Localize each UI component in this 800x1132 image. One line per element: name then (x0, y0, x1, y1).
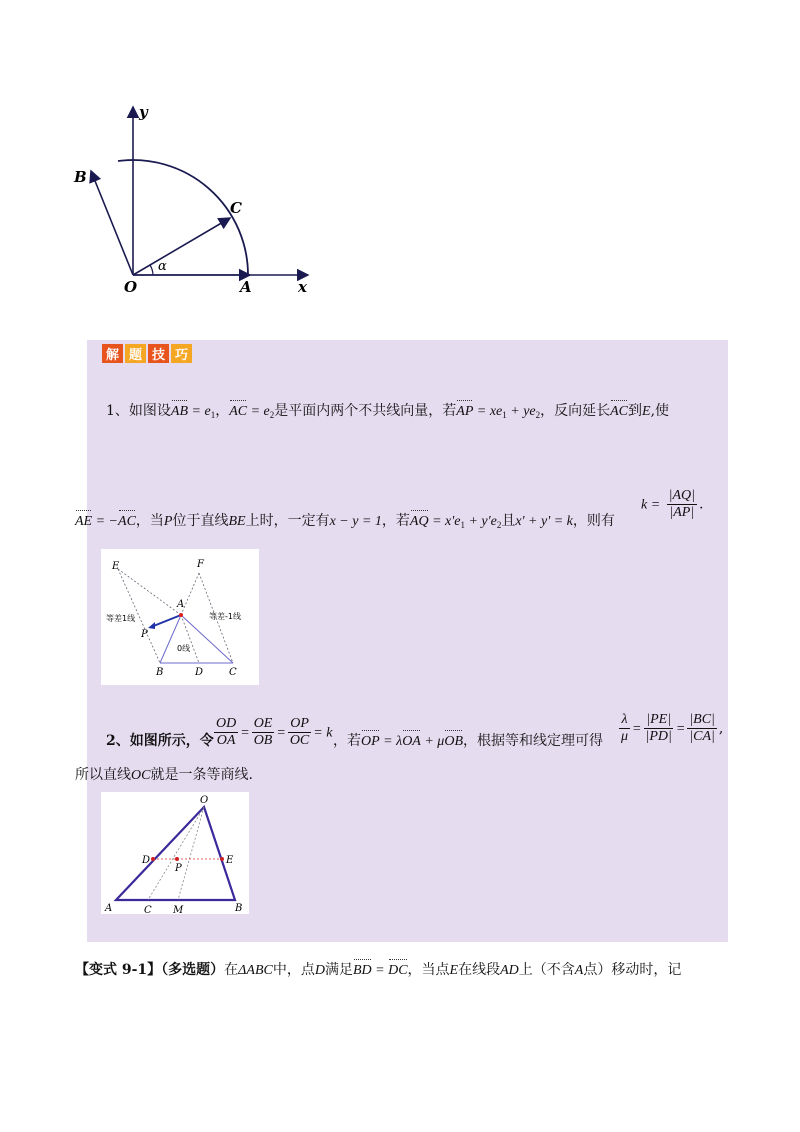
label-d: D (142, 855, 151, 866)
den: |CA| (689, 729, 715, 744)
badge-char-3: 技 (148, 344, 169, 363)
text: 满足 (324, 962, 353, 978)
tips-p2-line1b (333, 732, 603, 751)
k-formula (641, 488, 703, 521)
num: OD (216, 716, 237, 731)
label-a: A (105, 903, 113, 914)
fraction-od-oa (214, 716, 238, 749)
den: |PD| (645, 729, 672, 744)
text: 到 (628, 403, 643, 419)
vector-dc: DC (388, 963, 408, 978)
condition: x − y = 1 (329, 514, 382, 529)
fraction-pe-pd (643, 712, 673, 745)
badge-char-4: 巧 (171, 344, 192, 363)
vector-ac: AC (118, 514, 136, 529)
triangle-figure (101, 792, 249, 914)
ratio-formula-2: $\frac{\lambda}{\mu}$ = $\frac{|PE|}{|PD|}$ = $\frac{|BC|}{|CA|}$ , (621, 712, 724, 744)
tips-p1-line1: 1、如图设AB = $e_1$，AC = $e_2$是平面内两个不共线向量，若AP = $xe_1 + ye_2$，反向延长AC到E,使 (106, 403, 670, 420)
label-f: F (197, 559, 204, 570)
label-a: A (177, 599, 185, 610)
tips-p1-line2: AE = −AC，当P位于直线BE上时，一定有x − y = 1，若AQ = $x'e_1 + y'e_2$且x' + y' = k，则有 (75, 513, 615, 530)
num: |PE| (646, 712, 672, 727)
badge-char-1: 解 (102, 344, 123, 363)
vector-ab: AB (170, 404, 189, 419)
label-b: B (74, 168, 87, 186)
text: = e (188, 404, 211, 419)
line-be: BE (228, 514, 246, 529)
vector-ap: AP (456, 404, 474, 419)
text: 中，点 (272, 962, 315, 978)
text: ,使 (650, 403, 670, 419)
segment-ad: AD (500, 963, 519, 978)
fraction-bc-ca (687, 712, 717, 745)
label-b: B (156, 667, 164, 678)
text: ，反向延长 (540, 403, 611, 419)
vector-ob: OB (444, 734, 464, 749)
text: 2、如图所示，令 (106, 733, 214, 749)
line-oc: OC (131, 768, 151, 783)
badge-char-2: 题 (125, 344, 146, 363)
quarter-circle-figure (60, 95, 320, 305)
text: = e (247, 404, 270, 419)
text: = x'e (428, 514, 461, 529)
text: = (276, 725, 286, 741)
text: 且 (501, 513, 516, 529)
text: 所以直线 (75, 767, 131, 783)
vector-ae: AE (75, 514, 93, 529)
angle-arc (150, 265, 153, 275)
label-alpha: α (158, 259, 167, 274)
denominator: |AP| (669, 505, 695, 520)
vector-oc (133, 218, 230, 275)
label-y: y (139, 103, 148, 121)
numerator: |AQ| (668, 488, 695, 503)
tips-p2-line2 (75, 766, 253, 785)
text: 是平面内两个不共线向量，若 (274, 403, 457, 419)
text: 在线段 (458, 962, 501, 978)
text: ，若 (381, 513, 410, 529)
vector-op: OP (361, 734, 380, 749)
condition: x' + y' = k (515, 514, 573, 529)
tips-p2-line1 (106, 732, 214, 750)
label-o: O (124, 278, 138, 296)
text: 上（不含 (518, 962, 575, 978)
text: 就是一条等商线. (150, 767, 253, 783)
text: = xe (473, 404, 503, 419)
label-x: x (298, 278, 307, 296)
point-e: E (449, 963, 459, 978)
num: λ (621, 712, 628, 727)
label-b: B (235, 903, 243, 914)
den: OA (216, 733, 236, 748)
text: ，根据等和线定理可得 (463, 733, 604, 749)
label-o: O (200, 795, 209, 806)
text: = − (92, 514, 119, 529)
text: 在 (224, 962, 239, 978)
label-zero: 0线 (177, 644, 191, 653)
text: 位于直线 (172, 513, 229, 529)
equal-sum-line-figure (101, 549, 259, 685)
label-c: C (230, 199, 242, 217)
label-equal-1: 等差1线 (106, 614, 136, 623)
fraction-lambda-mu (619, 712, 630, 745)
text: + ye (506, 404, 536, 419)
label-e: E (226, 855, 234, 866)
vector-oa: OA (402, 734, 421, 749)
arc (118, 160, 248, 275)
text: ，若 (333, 733, 361, 749)
variant-line (75, 961, 681, 980)
text: ，当 (135, 513, 164, 529)
text: ，当点 (407, 962, 450, 978)
text: ， (215, 403, 230, 419)
label-d: D (195, 667, 204, 678)
den: OB (253, 733, 273, 748)
point-e: E (642, 404, 651, 419)
vector-ob (91, 171, 133, 275)
text: 点）移动时，记 (583, 962, 682, 978)
triangle-abc: ΔABC (238, 963, 273, 978)
point-p: P (163, 514, 173, 529)
den: μ (621, 729, 629, 744)
text: k = (641, 497, 661, 513)
variant-type: （多选题） (161, 962, 225, 978)
vector-ac: AC (229, 404, 248, 419)
text: = (240, 725, 250, 741)
vector-ac: AC (610, 404, 629, 419)
den: OC (289, 733, 310, 748)
text: 上时，一定有 (245, 513, 330, 529)
text: . (698, 496, 704, 513)
text: = λ (379, 734, 403, 749)
label-e: E (112, 561, 120, 572)
label-p: P (175, 863, 182, 874)
variant-tag: 【变式 9-1】 (75, 962, 162, 978)
vector-bd: BD (352, 963, 372, 978)
label-c: C (144, 905, 152, 914)
k-fraction (667, 488, 697, 521)
text: , (718, 720, 724, 737)
point-a: A (574, 963, 584, 978)
point-d: D (314, 963, 325, 978)
vector-aq: AQ (409, 514, 429, 529)
label-p: P (141, 629, 148, 640)
num: OP (290, 716, 309, 731)
text: = k (313, 725, 333, 741)
text: 1、如图设 (106, 403, 171, 419)
label-equal-minus1: 等差-1线 (209, 612, 241, 621)
fraction-op-oc (288, 716, 311, 749)
tips-badge (102, 344, 192, 363)
label-m: M (173, 905, 184, 914)
text: ，则有 (572, 513, 615, 529)
num: |BC| (689, 712, 715, 727)
text: + μ (420, 734, 445, 749)
ratio-formula (212, 716, 332, 749)
label-c: C (229, 667, 237, 678)
label-a: A (240, 278, 252, 296)
num: OE (253, 716, 273, 731)
text: = (371, 963, 389, 978)
text: + y'e (464, 514, 497, 529)
fraction-oe-ob (252, 716, 275, 749)
